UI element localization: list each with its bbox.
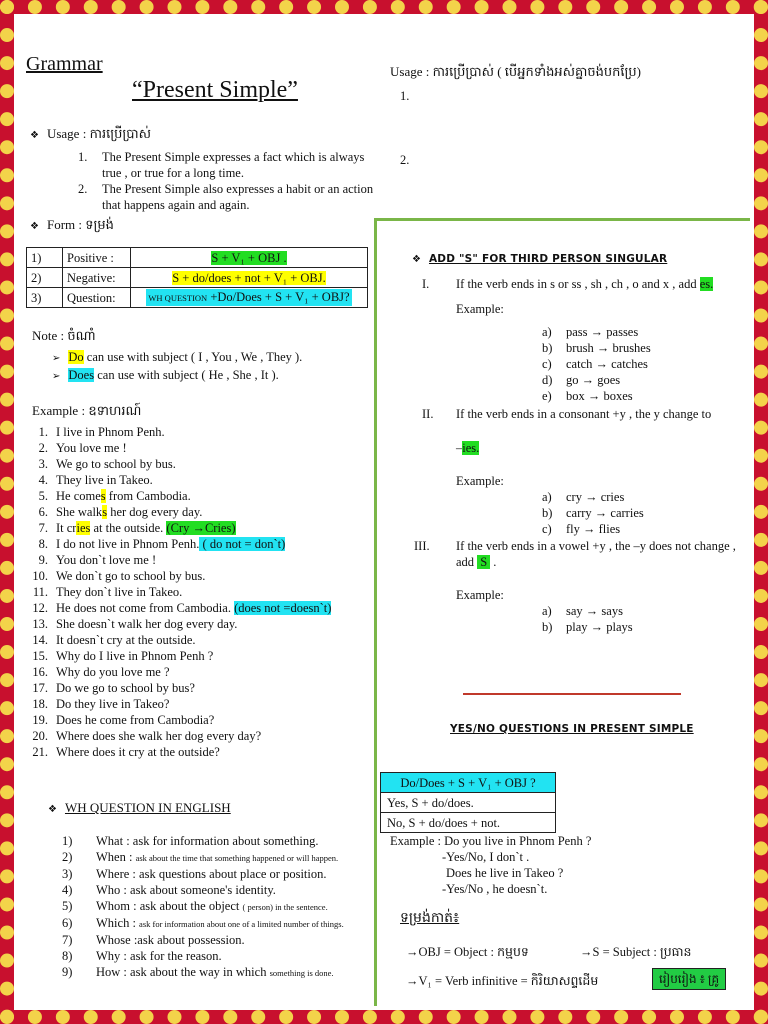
positive-formula: S + V₁ + OBJ . xyxy=(211,250,287,265)
wh-question-tag: WH QUESTION xyxy=(148,293,208,303)
example-note: ( do not = don`t) xyxy=(199,537,286,551)
add-s-heading-row xyxy=(412,250,667,268)
yes-no-formula: Do/Does + S + V₁ + OBJ ? xyxy=(381,773,556,793)
example-text: He comes from Cambodia. xyxy=(56,489,191,503)
wh-heading-row xyxy=(48,800,231,818)
example-text: Where does it cry at the outside? xyxy=(56,745,220,759)
negative-formula: S + do/does + not + V₁ + OBJ. xyxy=(172,270,326,285)
yes-no-example-answer: -Yes/No, I don`t . xyxy=(442,850,530,864)
wh-item-main: How : ask about the way in which xyxy=(96,965,270,979)
wh-item xyxy=(62,833,392,849)
example-text: Why do I live in Phnom Penh ? xyxy=(56,649,214,663)
spelling-example xyxy=(542,521,644,537)
example-text: Do we go to school by bus? xyxy=(56,681,195,695)
example-text: We go to school by bus. xyxy=(56,457,176,471)
rule-3: III. If the verb ends in a vowel +y , the –y does not change , add S . xyxy=(414,539,736,569)
form-row xyxy=(30,217,114,235)
wh-item-main: Where : ask questions about place or position. xyxy=(96,867,327,881)
diamond-bullet-icon: ❖ xyxy=(48,804,57,815)
rule-number: I. xyxy=(422,277,430,291)
note-text: can use with subject ( He , She , It ). xyxy=(94,368,279,382)
form-row-label: Question: xyxy=(63,288,131,308)
example-item xyxy=(24,424,331,440)
wh-item-number: 2) xyxy=(62,850,73,864)
spelling-example xyxy=(542,356,651,372)
section-divider xyxy=(463,693,681,695)
spelling-example xyxy=(542,603,633,619)
wh-item-text xyxy=(96,948,222,964)
example-number: 2. xyxy=(38,441,48,455)
wh-item-number: 9) xyxy=(62,965,73,979)
usage-list xyxy=(78,149,378,213)
example-text: They don`t live in Takeo. xyxy=(56,585,183,599)
wh-item-detail: something is done. xyxy=(269,968,334,978)
spelling-example-letter: a) xyxy=(542,604,552,618)
usage-label: Usage : ការប្រើប្រាស់ xyxy=(46,126,151,141)
example-text: Why do you love me ? xyxy=(56,665,170,679)
rule-suffix: S xyxy=(477,555,490,569)
diamond-bullet-icon: ❖ xyxy=(412,254,421,265)
example-number: 17. xyxy=(32,681,48,695)
spelling-example xyxy=(542,505,644,521)
usage-item-text: The Present Simple also expresses a habit or an action that happens again and again. xyxy=(102,182,374,212)
usage-row xyxy=(30,126,151,144)
rule-2-suffix xyxy=(456,440,479,456)
example-label: Example : ឧទាហរណ៍ xyxy=(32,403,142,418)
example-item xyxy=(24,680,331,696)
spelling-example-text: box → boxes xyxy=(566,389,633,403)
right-usage-num-1: 1. xyxy=(400,89,410,103)
example-text: I do not live in Phnom Penh. ( do not = don`t) xyxy=(56,537,286,551)
spelling-example-letter: b) xyxy=(542,341,553,355)
example-text: Do they live in Takeo? xyxy=(56,697,170,711)
yes-no-heading xyxy=(450,720,694,737)
example-number: 11. xyxy=(32,585,48,599)
example-number: 7. xyxy=(38,521,48,535)
author-badge: រៀបរៀង ៖ គ្រូ xyxy=(652,968,726,990)
wh-item-text xyxy=(96,882,276,898)
wh-item-number: 6) xyxy=(62,916,73,930)
grammar-heading: Grammar xyxy=(26,53,103,75)
wh-item-text xyxy=(96,849,338,866)
example-item xyxy=(24,536,331,552)
example-number: 14. xyxy=(32,633,48,647)
diamond-bullet-icon: ❖ xyxy=(30,221,39,232)
spelling-example xyxy=(542,388,651,404)
wh-item-main: Who : ask about someone's identity. xyxy=(96,883,276,897)
rule-number: II. xyxy=(422,407,434,421)
rule-prefix: – xyxy=(456,441,463,455)
example-number: 16. xyxy=(32,665,48,679)
arrow-bullet-icon: ➢ xyxy=(52,353,61,364)
note-item xyxy=(52,349,302,367)
rule-1-examples xyxy=(542,324,651,404)
example-text: Where does she walk her dog every day? xyxy=(56,729,262,743)
wh-item-detail: ask about the time that something happened or will happen. xyxy=(135,853,339,863)
example-item xyxy=(24,568,331,584)
spelling-example-letter: e) xyxy=(542,389,552,403)
yes-no-example: Example : Do you live in Phnom Penh ? xyxy=(390,834,592,848)
spelling-example-letter: a) xyxy=(542,325,552,339)
rule-1 xyxy=(422,276,750,292)
wh-item-number: 8) xyxy=(62,949,73,963)
wh-item-number: 7) xyxy=(62,933,73,947)
abbreviation-subject: →S = Subject : ប្រធាន xyxy=(580,945,692,959)
notes-list xyxy=(52,349,302,385)
note-keyword: Does xyxy=(68,368,95,382)
no-answer-formula: No, S + do/does + not. xyxy=(381,813,556,833)
wh-item-number: 3) xyxy=(62,867,73,881)
worksheet-page xyxy=(18,18,750,1006)
example-item xyxy=(24,504,331,520)
wh-heading: WH QUESTION IN ENGLISH xyxy=(64,800,231,815)
wh-item-text xyxy=(96,964,334,981)
spelling-example-text: play → plays xyxy=(566,620,633,634)
yes-no-example-question: Does he live in Takeo ? xyxy=(446,866,564,880)
form-label: Form : ទម្រង់ xyxy=(46,217,114,232)
spelling-example-text: say → says xyxy=(566,604,623,618)
example-text: I live in Phnom Penh. xyxy=(56,425,165,439)
spelling-example xyxy=(542,489,644,505)
rule-suffix: ies. xyxy=(462,441,480,455)
question-formula-text: +Do/Does + S + V₁ + OBJ? xyxy=(210,290,350,304)
rule-text: If the verb ends in s or ss , sh , ch , o and x , add xyxy=(456,277,700,291)
example-item xyxy=(24,728,331,744)
spelling-example xyxy=(542,324,651,340)
example-number: 20. xyxy=(32,729,48,743)
spelling-example xyxy=(542,619,633,635)
wh-item-text xyxy=(96,915,344,932)
spelling-example-text: go → goes xyxy=(566,373,621,387)
wh-item-text xyxy=(96,932,245,948)
wh-item-text xyxy=(96,898,328,915)
form-row-label: Positive : xyxy=(63,248,131,268)
diamond-bullet-icon: ❖ xyxy=(30,130,39,141)
spelling-example-text: brush → brushes xyxy=(566,341,651,355)
spelling-example-letter: a) xyxy=(542,490,552,504)
right-usage-label: Usage : ការប្រើប្រាស់ ( បើអ្នកទាំងអស់គ្នាចង់បកប្រែ) xyxy=(390,64,641,79)
example-text: You love me ! xyxy=(56,441,127,455)
add-s-heading: ADD "S" FOR THIRD PERSON SINGULAR xyxy=(428,253,668,265)
example-text: Does he come from Cambodia? xyxy=(56,713,215,727)
wh-item-detail: ask for information about one of a limited number of things. xyxy=(139,919,344,929)
example-item xyxy=(24,696,331,712)
wh-item-main: Whom : ask about the object xyxy=(96,899,243,913)
example-item xyxy=(24,616,331,632)
wh-item xyxy=(62,898,392,915)
abbreviation-label: ទម្រង់កាត់៖ xyxy=(400,911,460,926)
example-number: 3. xyxy=(38,457,48,471)
yes-no-table xyxy=(380,772,556,833)
wh-item xyxy=(62,849,392,866)
spelling-example-text: pass → passes xyxy=(566,325,639,339)
rule-2-examples xyxy=(542,489,644,537)
wh-item-number: 4) xyxy=(62,883,73,897)
rule-1-example-label: Example: xyxy=(456,302,504,316)
rule-number: III. xyxy=(414,539,430,553)
example-number: 10. xyxy=(32,569,48,583)
wh-item-detail: ( person) in the sentence. xyxy=(242,902,328,912)
example-item xyxy=(24,712,331,728)
examples-list xyxy=(24,424,331,760)
rule-text: If the verb ends in a consonant +y , the y change to xyxy=(456,407,712,421)
spelling-example-letter: b) xyxy=(542,620,553,634)
example-number: 6. xyxy=(38,505,48,519)
example-number: 9. xyxy=(38,553,48,567)
yes-no-example-answer: -Yes/No , he doesn`t. xyxy=(442,882,548,896)
wh-item xyxy=(62,932,392,948)
example-text: She doesn`t walk her dog every day. xyxy=(56,617,238,631)
wh-item xyxy=(62,866,392,882)
example-text: We don`t go to school by bus. xyxy=(56,569,206,583)
wh-list xyxy=(62,833,392,981)
example-number: 4. xyxy=(38,473,48,487)
spelling-example xyxy=(542,372,651,388)
wh-item-main: Why : ask for the reason. xyxy=(96,949,222,963)
rule-3-examples xyxy=(542,603,633,635)
example-item xyxy=(24,744,331,760)
example-item xyxy=(24,648,331,664)
wh-item-text xyxy=(96,833,319,849)
wh-item-main: Which : xyxy=(96,916,140,930)
note-keyword: Do xyxy=(68,350,84,364)
wh-item-main: When : xyxy=(96,850,136,864)
spelling-example-text: catch → catches xyxy=(566,357,648,371)
page-title: “Present Simple” xyxy=(132,77,298,103)
example-text: She walks her dog every day. xyxy=(56,505,203,519)
example-item xyxy=(24,456,331,472)
wh-item-main: What : ask for information about something. xyxy=(96,834,319,848)
usage-item-text: The Present Simple expresses a fact which is always true , or true for a long time. xyxy=(102,150,365,180)
spelling-example-text: cry → cries xyxy=(566,490,625,504)
example-number: 1. xyxy=(38,425,48,439)
example-number: 15. xyxy=(32,649,48,663)
note-label: Note : ចំណាំ xyxy=(32,328,96,343)
rule-2-example-label: Example: xyxy=(456,474,504,488)
form-row-num: 2) xyxy=(27,268,63,288)
example-number: 19. xyxy=(32,713,48,727)
example-highlight: s xyxy=(102,505,108,519)
arrow-bullet-icon: ➢ xyxy=(52,371,61,382)
usage-item: 1. The Present Simple expresses a fact which is always true , or true for a long time. xyxy=(78,149,378,181)
rule-2 xyxy=(422,406,750,422)
wh-item-number: 5) xyxy=(62,899,73,913)
example-item xyxy=(24,520,331,536)
abbreviation-obj: →OBJ = Object : កម្មបទ xyxy=(406,945,529,959)
example-number: 13. xyxy=(32,617,48,631)
note-item xyxy=(52,367,302,385)
example-number: 8. xyxy=(38,537,48,551)
form-row-negative xyxy=(27,268,368,288)
rule-text: If the verb ends in a vowel +y , the –y does not change , add xyxy=(456,539,736,569)
form-row-num: 1) xyxy=(27,248,63,268)
example-item xyxy=(24,664,331,680)
example-highlight: s xyxy=(100,489,106,503)
example-item xyxy=(24,632,331,648)
example-text: You don`t love me ! xyxy=(56,553,157,567)
example-item xyxy=(24,472,331,488)
example-item xyxy=(24,600,331,616)
spelling-example-text: carry → carries xyxy=(566,506,644,520)
wh-item xyxy=(62,964,392,981)
spelling-example-letter: d) xyxy=(542,373,553,387)
example-item xyxy=(24,584,331,600)
yes-no-heading-text: YES/NO QUESTIONS IN PRESENT SIMPLE xyxy=(450,723,694,735)
usage-item: 2. The Present Simple also expresses a habit or an action that happens again and again. xyxy=(78,181,378,213)
example-text: It doesn`t cry at the outside. xyxy=(56,633,196,647)
example-number: 12. xyxy=(32,601,48,615)
question-formula xyxy=(146,289,351,306)
yes-answer-formula: Yes, S + do/does. xyxy=(381,793,556,813)
example-note: (does not =doesn`t) xyxy=(234,601,332,615)
spelling-example-letter: c) xyxy=(542,357,552,371)
wh-item xyxy=(62,948,392,964)
example-note: (Cry →Cries) xyxy=(166,521,236,535)
form-row-num: 3) xyxy=(27,288,63,308)
wh-item-number: 1) xyxy=(62,834,73,848)
form-table xyxy=(26,247,368,308)
spelling-example-letter: c) xyxy=(542,522,552,536)
right-usage-num-2: 2. xyxy=(400,153,410,167)
example-item xyxy=(24,488,331,504)
example-text: It cries at the outside. (Cry →Cries) xyxy=(56,521,236,535)
spelling-example-letter: b) xyxy=(542,506,553,520)
note-text: can use with subject ( I , You , We , They ). xyxy=(83,350,303,364)
example-text: They live in Takeo. xyxy=(56,473,153,487)
form-row-positive xyxy=(27,248,368,268)
abbreviation-verb: →V₁ = Verb infinitive = កិរិយាសព្ទដើម xyxy=(406,974,599,988)
wh-item-text xyxy=(96,866,327,882)
example-text: He does not come from Cambodia. (does not =doesn`t) xyxy=(56,601,332,615)
form-row-question xyxy=(27,288,368,308)
spelling-example-text: fly → flies xyxy=(566,522,621,536)
wh-item xyxy=(62,882,392,898)
example-number: 5. xyxy=(38,489,48,503)
wh-item xyxy=(62,915,392,932)
rule-3-example-label: Example: xyxy=(456,588,504,602)
rule-suffix: es. xyxy=(699,277,714,291)
example-item xyxy=(24,552,331,568)
example-item xyxy=(24,440,331,456)
example-number: 21. xyxy=(32,745,48,759)
example-number: 18. xyxy=(32,697,48,711)
wh-item-main: Whose :ask about possession. xyxy=(96,933,245,947)
spelling-example xyxy=(542,340,651,356)
example-highlight: ies xyxy=(76,521,91,535)
form-row-label: Negative: xyxy=(63,268,131,288)
